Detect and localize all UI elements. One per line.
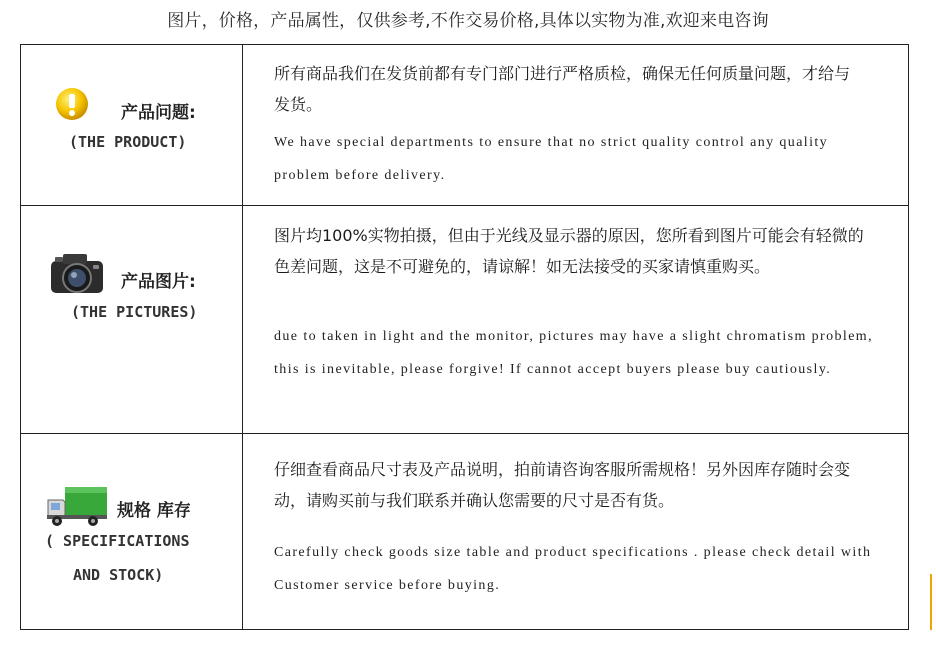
truck-icon: [45, 484, 109, 528]
row-label-cell: [21, 206, 243, 433]
accent-bar: [930, 574, 932, 630]
row-text-en: Carefully check goods size table and product specifications . please check detail with Customer service before buying.: [274, 545, 872, 593]
page-heading: 图片，价格，产品属性，仅供参考,不作交易价格,具体以实物为准,欢迎来电咨询: [167, 11, 769, 31]
row-pictures: [21, 205, 908, 433]
row-title-en-line1: ( SPECIFICATIONS: [45, 532, 190, 550]
row-title-cn: 产品问题:: [121, 103, 196, 123]
warning-icon: [55, 87, 89, 121]
row-product: [21, 45, 908, 205]
row-text-cn: 仔细查看商品尺寸表及产品说明，拍前请咨询客服所需规格！另外因库存随时会变动，请购买前与我们联系并确认您需要的尺寸是否有货。: [274, 460, 851, 510]
row-title-en-line2: AND STOCK): [73, 566, 164, 584]
camera-icon: [47, 251, 107, 297]
row-title-cn: 规格 库存: [117, 501, 191, 521]
row-text-cn: 图片均100%实物拍摄，但由于光线及显示器的原因，您所看到图片可能会有轻微的色差问题，这是不可避免的，请谅解！如无法接受的买家请慎重购买。: [274, 226, 864, 276]
row-specifications: [21, 433, 908, 629]
row-content-cell: [243, 434, 908, 629]
row-label-cell: [21, 45, 243, 205]
row-text-en: We have special departments to ensure that no strict quality control any quality problem before delivery.: [274, 135, 829, 183]
info-table: [20, 44, 909, 630]
row-text-cn: 所有商品我们在发货前都有专门部门进行严格质检，确保无任何质量问题，才给与发货。: [274, 64, 851, 114]
row-text-en: due to taken in light and the monitor, pictures may have a slight chromatism problem, this is inevitable, please forgive! If cannot accept buyers please buy cautiously.: [274, 329, 873, 377]
row-title-cn: 产品图片:: [121, 272, 196, 292]
row-content-cell: [243, 206, 908, 433]
row-content-cell: [243, 45, 908, 205]
row-title-en: (THE PICTURES): [71, 303, 198, 321]
row-title-en: (THE PRODUCT): [69, 133, 187, 151]
row-label-cell: [21, 434, 243, 629]
